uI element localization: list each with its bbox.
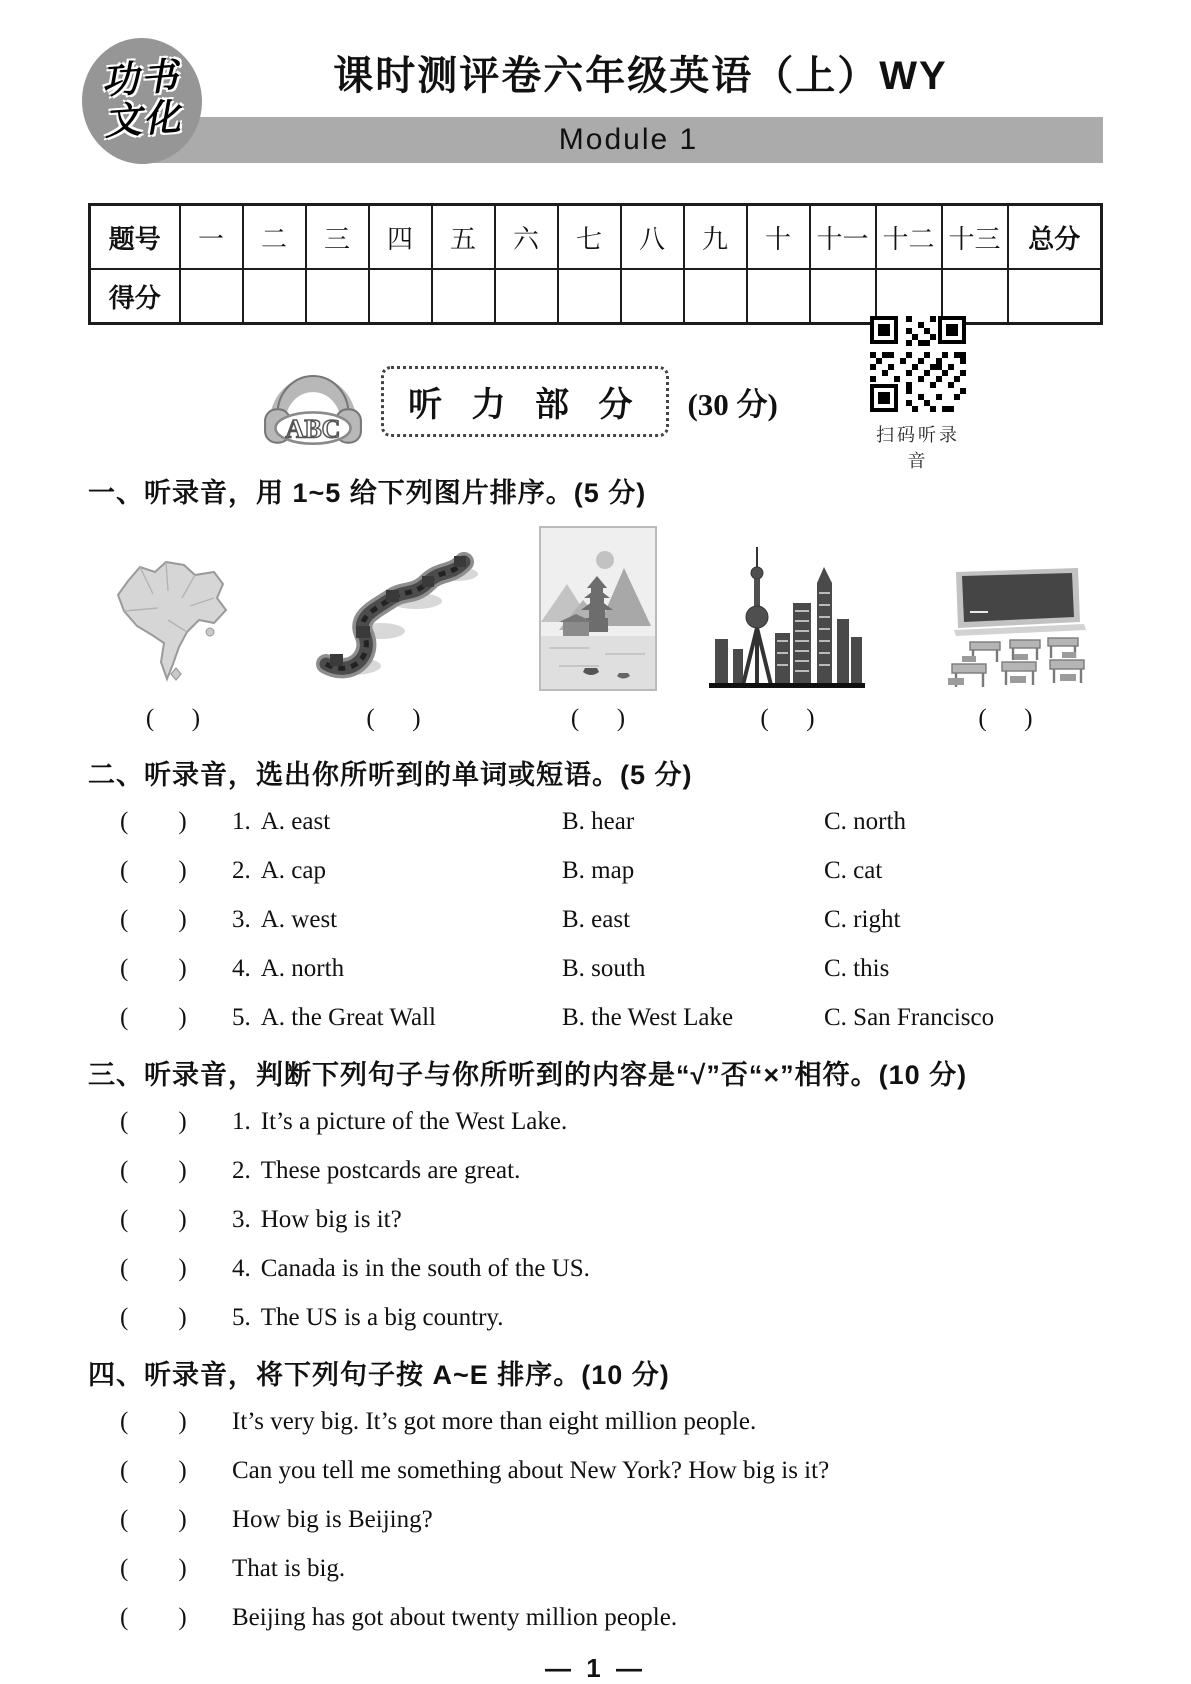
qr-caption: 扫码听录音 [876,425,960,471]
question-number: 2. [232,857,251,884]
answer-paren: ( ) [120,1004,187,1031]
score-cell [621,269,684,324]
option-a: A. west [260,906,338,933]
section1-heading: 一、听录音，用 1~5 给下列图片排序。(5 分) [88,478,647,508]
module-banner [154,117,1103,163]
statement: It’s a picture of the West Lake. [260,1108,568,1135]
page-title: 课时测评卷六年级英语（上）WY [333,54,948,98]
score-cell [1008,269,1102,324]
table-row [90,205,1102,270]
listening-points: (30 分) [687,386,778,422]
col-10: 十 [747,205,810,270]
listen-choose-row-3 [120,906,1103,934]
listening-title-box [381,366,669,437]
col-8: 八 [621,205,684,270]
answer-paren: ( ) [120,906,187,933]
judge-row-1 [120,1108,1103,1136]
classroom-image [918,566,1093,691]
answer-paren: ( ) [760,705,815,732]
listening-section-banner [88,351,953,451]
listening-title: 听 力 部 分 [408,385,643,424]
option-b: B. map [562,857,635,884]
sentence: That is big. [232,1555,346,1582]
figure-great-wall [296,546,491,733]
answer-paren: ( ) [120,1206,187,1233]
order-row-3 [120,1506,1103,1534]
col-9: 九 [684,205,747,270]
listen-choose-row-4 [120,955,1103,983]
col-6: 六 [495,205,558,270]
col-1: 一 [180,205,243,270]
answer-paren: ( ) [120,1255,187,1282]
west-lake-pagoda-image [539,526,657,691]
question-number: 3. [232,906,251,933]
answer-paren: ( ) [978,705,1033,732]
qr-block [868,316,968,473]
score-cell [243,269,306,324]
statement: How big is it? [260,1206,402,1233]
sentence: Beijing has got about twenty million people. [232,1604,678,1631]
score-table [88,203,1103,325]
question-number: 1. [232,1108,251,1135]
col-2: 二 [243,205,306,270]
logo-line1: 功书 [100,56,181,104]
sentence: How big is Beijing? [232,1506,433,1533]
option-c: C. north [824,808,906,835]
header [88,38,1103,163]
question-number: 1. [232,808,251,835]
option-a: A. the Great Wall [260,1004,436,1031]
option-a: A. cap [260,857,326,884]
sentence: Can you tell me something about New York? How big is it? [232,1457,830,1484]
module-label: Module 1 [558,123,699,156]
judge-row-3 [120,1206,1103,1234]
question-number: 3. [232,1206,251,1233]
score-cell [432,269,495,324]
judge-row-5 [120,1304,1103,1332]
col-13: 十三 [942,205,1008,270]
answer-paren: ( ) [120,1604,187,1631]
listen-choose-row-2 [120,857,1103,885]
answer-paren: ( ) [120,808,187,835]
listen-choose-row-1 [120,808,1103,836]
figure-west-lake-pagoda [539,526,657,733]
option-c: C. San Francisco [824,1004,995,1031]
option-b: B. south [562,955,646,982]
option-b: B. hear [562,808,635,835]
section4-heading: 四、听录音，将下列句子按 A~E 排序。(10 分) [88,1360,670,1390]
option-c: C. right [824,906,901,933]
col-12: 十二 [876,205,942,270]
score-cell [180,269,243,324]
answer-paren: ( ) [145,705,201,732]
score-cell [495,269,558,324]
question-number: 5. [232,1004,251,1031]
answer-paren: ( ) [120,1304,187,1331]
statement: The US is a big country. [260,1304,504,1331]
option-c: C. this [824,955,890,982]
col-7: 七 [558,205,621,270]
oriental-pearl-tower [743,547,771,685]
option-a: A. east [260,808,331,835]
score-cell [369,269,432,324]
section1-images [88,526,1103,733]
score-label: 得分 [90,269,180,324]
figure-china-map [98,536,248,733]
answer-paren: ( ) [120,955,187,982]
question-number-label: 题号 [90,205,180,270]
option-b: B. the West Lake [562,1004,734,1031]
answer-paren: ( ) [120,1506,187,1533]
answer-paren: ( ) [570,705,626,732]
score-cell [684,269,747,324]
qr-code [870,316,966,412]
question-number: 4. [232,955,251,982]
order-row-1 [120,1408,1103,1436]
section2-heading: 二、听录音，选出你所听到的单词或短语。(5 分) [88,760,693,790]
question-number: 2. [232,1157,251,1184]
col-total: 总分 [1008,205,1102,270]
answer-paren: ( ) [120,1408,187,1435]
question-number: 5. [232,1304,251,1331]
score-cell [306,269,369,324]
col-3: 三 [306,205,369,270]
great-wall-image [296,546,491,691]
page-number: — 1 — [545,1653,646,1683]
shanghai-skyline-image [705,541,870,691]
question-number: 4. [232,1255,251,1282]
sentence: It’s very big. It’s got more than eight million people. [232,1408,757,1435]
statement: These postcards are great. [260,1157,521,1184]
answer-paren: ( ) [120,1555,187,1582]
option-b: B. east [562,906,631,933]
china-map-image [98,536,248,691]
score-cell [747,269,810,324]
headphones-icon [263,355,363,447]
statement: Canada is in the south of the US. [260,1255,590,1282]
judge-row-2 [120,1157,1103,1185]
col-4: 四 [369,205,432,270]
order-row-4 [120,1555,1103,1583]
answer-paren: ( ) [120,857,187,884]
listen-choose-row-5 [120,1004,1103,1032]
col-11: 十一 [810,205,876,270]
headphones-abc-label: ABC [285,414,341,444]
col-5: 五 [432,205,495,270]
section3-heading: 三、听录音，判断下列句子与你所听到的内容是“√”否“×”相符。(10 分) [88,1060,968,1090]
figure-shanghai-skyline [705,541,870,733]
option-c: C. cat [824,857,883,884]
blackboard [962,573,1074,622]
answer-paren: ( ) [366,705,421,732]
order-row-5 [120,1604,1103,1632]
desks [948,638,1084,687]
answer-paren: ( ) [120,1457,187,1484]
judge-row-4 [120,1255,1103,1283]
score-cell [810,269,876,324]
order-row-2 [120,1457,1103,1485]
figure-classroom [918,566,1093,733]
answer-paren: ( ) [120,1157,187,1184]
logo-line2: 文化 [103,97,184,144]
option-a: A. north [260,955,345,982]
answer-paren: ( ) [120,1108,187,1135]
score-cell [558,269,621,324]
